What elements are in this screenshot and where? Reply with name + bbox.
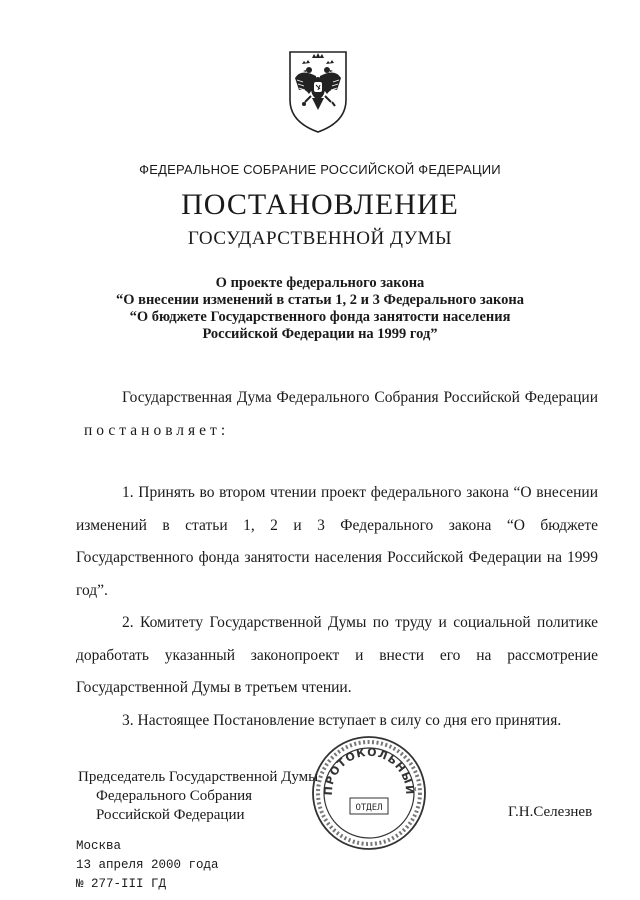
signatory-title	[78, 768, 318, 825]
document-body	[76, 382, 598, 737]
signatory-title-line: Председатель Государственной Думы	[78, 769, 319, 785]
signatory-name: Г.Н.Селезнев	[508, 804, 593, 820]
issuer-title: ГОСУДАРСТВЕННОЙ ДУМЫ	[187, 228, 453, 249]
city: Москва	[76, 839, 122, 853]
subject-line: “О внесении изменений в статьи 1, 2 и 3 Федерального закона	[115, 292, 525, 308]
document-number: № 277-III ГД	[76, 877, 167, 891]
double-headed-eagle-emblem-icon	[287, 48, 349, 134]
subject-line: “О бюджете Государственного фонда занятости населения	[129, 309, 511, 325]
date: 13 апреля 2000 года	[76, 858, 219, 872]
stamp-text: ПРОТОКОЛЬНЫЙ	[321, 745, 417, 796]
subject-line: Российской Федерации на 1999 год”	[202, 326, 438, 342]
signatory-title-line: Российской Федерации	[96, 807, 245, 823]
signatory-title-line: Федерального Собрания	[96, 788, 253, 804]
preamble-verb: постановляет:	[84, 421, 230, 439]
subject-line: О проекте федерального закона	[215, 275, 425, 291]
resolution-item: 1. Принять во втором чтении проект федерального закона “О внесении изменений в статьи 1, 2 и 3 Федерального закона “О бюджете Государственного фонда занятости населения Российской Федерации на 1999 год”.	[76, 484, 598, 599]
assembly-title: ФЕДЕРАЛЬНОЕ СОБРАНИЕ РОССИЙСКОЙ ФЕДЕРАЦИИ	[139, 162, 501, 177]
document-footer	[76, 837, 219, 894]
stamp-subtext: ОТДЕЛ	[355, 803, 383, 813]
preamble-paragraph	[76, 382, 598, 447]
preamble-text: Государственная Дума Федерального Собрания Российской Федерации	[122, 389, 598, 406]
document-type: ПОСТАНОВЛЕНИЕ	[181, 188, 459, 221]
resolution-item: 3. Настоящее Постановление вступает в силу со дня его принятия.	[122, 711, 562, 729]
document-subject	[0, 275, 640, 343]
resolution-item: 2. Комитету Государственной Думы по труду и социальной политике доработать указанный законопроект и внести его на рассмотрение Государственной Думы в третьем чтении.	[76, 614, 598, 696]
round-seal-stamp-icon	[310, 734, 428, 852]
